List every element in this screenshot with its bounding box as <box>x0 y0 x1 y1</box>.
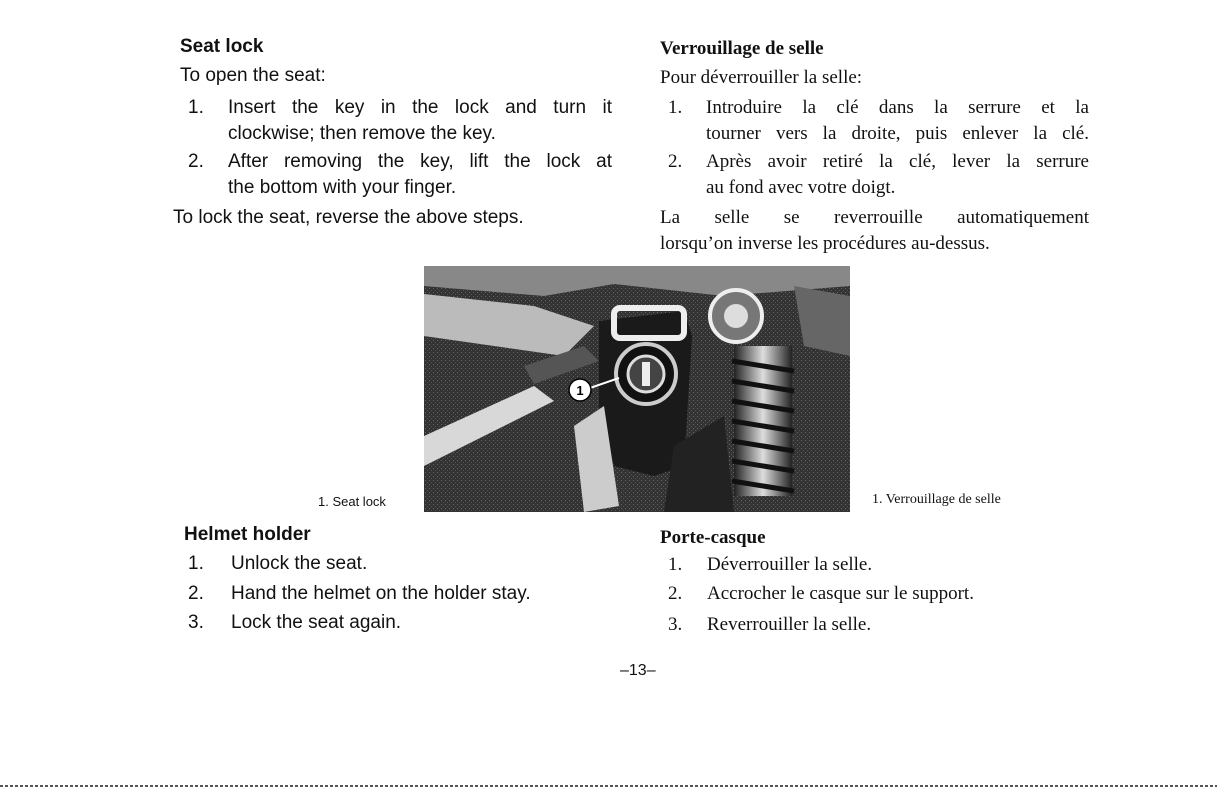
step-text: Après avoir retiré la clé, lever la serrure <box>706 151 1089 172</box>
step-text: Insert the key in the lock and turn it <box>228 97 612 118</box>
seat-lock-closing-fr-line1: La selle se reverrouille automatiquement <box>660 207 1089 228</box>
step-number: 3. <box>188 612 204 633</box>
seat-lock-closing-fr-line2: lorsqu’on inverse les procédures au-dessus. <box>660 233 990 254</box>
step-number: 1. <box>668 97 683 118</box>
step-number: 1. <box>188 553 204 574</box>
step-text: the bottom with your finger. <box>228 177 457 198</box>
step-text: Accrocher le casque sur le support. <box>707 583 974 604</box>
step-text: Déverrouiller la selle. <box>707 554 873 575</box>
step-text: Reverrouiller la selle. <box>707 614 872 635</box>
seat-lock-photo-graphic <box>424 266 850 512</box>
helmet-holder-heading-en: Helmet holder <box>184 524 311 545</box>
step-number: 2. <box>188 151 204 172</box>
seat-lock-intro-en: To open the seat: <box>180 65 326 86</box>
photo-callout-number: 1 <box>576 383 584 398</box>
step-text: Introduire la clé dans la serrure et la <box>706 97 1089 118</box>
seat-lock-heading-en: Seat lock <box>180 36 264 57</box>
step-text: Lock the seat again. <box>231 612 402 633</box>
helmet-holder-heading-fr: Porte-casque <box>660 527 766 548</box>
seat-lock-intro-fr: Pour déverrouiller la selle: <box>660 67 863 88</box>
helmet-step-2-fr <box>668 582 1088 606</box>
seat-lock-step-2-en <box>188 150 612 198</box>
step-number: 1. <box>668 554 683 575</box>
step-text: After removing the key, lift the lock at <box>228 151 612 172</box>
helmet-step-1-fr <box>668 553 1088 577</box>
step-text: Unlock the seat. <box>231 553 368 574</box>
seat-lock-closing-en: To lock the seat, reverse the above steps. <box>173 207 524 228</box>
step-number: 2. <box>668 583 683 604</box>
step-number: 2. <box>668 151 683 172</box>
photo-caption-en: 1. Seat lock <box>318 494 386 509</box>
photo-caption-fr: 1. Verrouillage de selle <box>872 492 1001 507</box>
step-number: 1. <box>188 97 204 118</box>
step-number: 3. <box>668 614 683 635</box>
helmet-step-1-en <box>188 552 608 576</box>
seat-lock-step-1-fr <box>668 96 1089 146</box>
seat-lock-step-2-fr <box>668 150 1089 200</box>
step-text: au fond avec votre doigt. <box>706 177 896 198</box>
step-text: tourner vers la droite, puis enlever la clé. <box>706 123 1089 144</box>
step-number: 2. <box>188 583 204 604</box>
helmet-step-2-en <box>188 582 608 606</box>
helmet-step-3-fr <box>668 613 1088 637</box>
helmet-step-3-en <box>188 611 608 635</box>
seat-lock-heading-fr: Verrouillage de selle <box>660 38 824 59</box>
step-text: Hand the helmet on the holder stay. <box>231 583 531 604</box>
page-number: –13– <box>620 662 656 679</box>
step-text: clockwise; then remove the key. <box>228 123 496 144</box>
seat-lock-step-1-en <box>188 96 612 144</box>
seat-lock-photo <box>424 266 850 512</box>
